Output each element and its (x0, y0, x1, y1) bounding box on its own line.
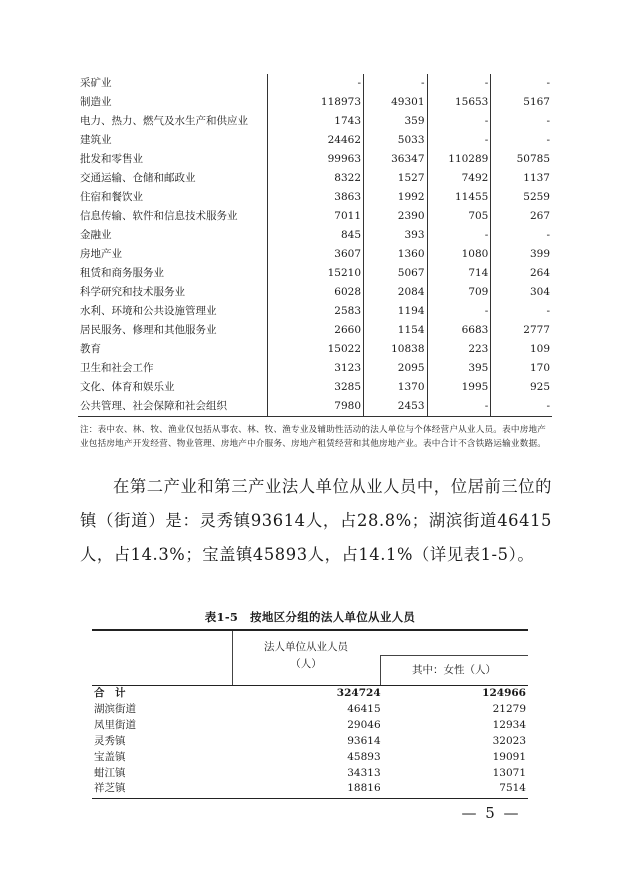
region-employees: 18816 (347, 782, 381, 795)
total-employees: 324724 (336, 687, 381, 699)
region-name: 灵秀镇 (94, 734, 126, 747)
region-female: 13071 (492, 766, 526, 779)
value-col3: 11455 (427, 188, 491, 207)
table-caption: 表1-5 按地区分组的法人单位从业人员 (204, 610, 416, 624)
table-row (78, 302, 552, 321)
table-row (78, 283, 552, 302)
value-col3: 395 (427, 359, 491, 378)
value-col3: - (427, 131, 491, 150)
value-col2: 5067 (364, 264, 428, 283)
value-col1: 3285 (267, 378, 363, 397)
value-col1: 3607 (267, 245, 363, 264)
table-row (78, 93, 552, 112)
value-col1: 3863 (267, 188, 363, 207)
value-col2: 1992 (364, 188, 428, 207)
value-col3: - (427, 74, 491, 93)
value-col1: 118973 (267, 93, 363, 112)
industry-name: 金融业 (78, 226, 267, 245)
total-label: 合 计 (94, 687, 126, 699)
value-col4: - (546, 134, 550, 146)
value-col1: 1743 (267, 112, 363, 131)
value-col4: 5167 (523, 96, 550, 108)
value-col4: - (546, 115, 550, 127)
value-col4: 399 (529, 248, 550, 260)
industry-name: 文化、体育和娱乐业 (78, 378, 267, 397)
value-col2: 1154 (364, 321, 428, 340)
value-col2: 1360 (364, 245, 428, 264)
table-row (78, 112, 552, 131)
value-col4: 5259 (523, 191, 550, 203)
industry-name: 制造业 (78, 93, 267, 112)
value-col3: 110289 (427, 150, 491, 169)
value-col2: 2453 (364, 397, 428, 417)
value-col1: 845 (267, 226, 363, 245)
value-col1: 7980 (267, 397, 363, 417)
value-col3: 709 (427, 283, 491, 302)
table-row (78, 169, 552, 188)
value-col3: 1995 (427, 378, 491, 397)
table-row (78, 397, 552, 417)
industry-name: 交通运输、仓储和邮政业 (78, 169, 267, 188)
region-female: 32023 (492, 734, 526, 747)
value-col3: - (427, 302, 491, 321)
value-col1: 2583 (267, 302, 363, 321)
value-col1: 15210 (267, 264, 363, 283)
table-row (78, 264, 552, 283)
industry-name: 电力、热力、燃气及水生产和供应业 (78, 112, 267, 131)
industry-name: 水利、环境和公共设施管理业 (78, 302, 267, 321)
table-row (78, 207, 552, 226)
column-header-employees-line1: 法人单位从业人员 (264, 641, 348, 653)
table-row (78, 226, 552, 245)
table-row (92, 766, 528, 782)
value-col2: 1370 (364, 378, 428, 397)
header-subrule (380, 655, 528, 656)
table-row (78, 188, 552, 207)
region-female: 12934 (492, 718, 526, 731)
industry-name: 住宿和餐饮业 (78, 188, 267, 207)
industry-table (78, 74, 552, 417)
column-header-employees-unit: （人） (290, 658, 322, 670)
value-col2: 393 (364, 226, 428, 245)
value-col2: 1527 (364, 169, 428, 188)
region-name: 湖滨街道 (94, 702, 136, 715)
total-female: 124966 (482, 687, 526, 699)
table-row (92, 718, 528, 734)
table-row (78, 131, 552, 150)
industry-name: 租赁和商务服务业 (78, 264, 267, 283)
region-employees: 34313 (347, 766, 381, 779)
value-col1: - (267, 74, 363, 93)
value-col3: - (427, 397, 491, 417)
value-col2: 359 (364, 112, 428, 131)
table-bottom-rule (92, 798, 528, 799)
value-col2: 1194 (364, 302, 428, 321)
table-row (78, 245, 552, 264)
value-col3: 15653 (427, 93, 491, 112)
value-col3: 714 (427, 264, 491, 283)
value-col2: 2390 (364, 207, 428, 226)
value-col3: 1080 (427, 245, 491, 264)
value-col4: 170 (529, 362, 550, 374)
industry-name: 采矿业 (78, 74, 267, 93)
table-row (78, 321, 552, 340)
table-row (92, 734, 528, 750)
value-col4: - (546, 305, 550, 317)
region-table (92, 686, 528, 797)
region-female: 7514 (499, 782, 526, 795)
value-col3: 223 (427, 340, 491, 359)
table-row (92, 702, 528, 718)
value-col4: 109 (529, 343, 550, 355)
value-col4: 304 (529, 286, 550, 298)
value-col2: 5033 (364, 131, 428, 150)
value-col2: 36347 (364, 150, 428, 169)
value-col4: 267 (529, 210, 550, 222)
column-header-employees (232, 639, 380, 673)
table-row (78, 359, 552, 378)
industry-name: 科学研究和技术服务业 (78, 283, 267, 302)
value-col2: 49301 (364, 93, 428, 112)
industry-name: 公共管理、社会保障和社会组织 (78, 397, 267, 417)
value-col1: 7011 (267, 207, 363, 226)
value-col2: 2095 (364, 359, 428, 378)
value-col2: 2084 (364, 283, 428, 302)
region-name: 宝盖镇 (94, 750, 126, 763)
table-top-rule (92, 629, 528, 631)
value-col4: 264 (529, 267, 550, 279)
table-row (92, 750, 528, 766)
table-row (78, 378, 552, 397)
region-female: 19091 (492, 750, 526, 763)
region-employees: 46415 (347, 702, 381, 715)
table-row (78, 74, 552, 93)
industry-name: 建筑业 (78, 131, 267, 150)
value-col3: - (427, 226, 491, 245)
industry-name: 居民服务、修理和其他服务业 (78, 321, 267, 340)
value-col1: 15022 (267, 340, 363, 359)
value-col3: 705 (427, 207, 491, 226)
value-col1: 8322 (267, 169, 363, 188)
region-name: 祥芝镇 (94, 782, 126, 795)
value-col1: 24462 (267, 131, 363, 150)
industry-name: 卫生和社会工作 (78, 359, 267, 378)
value-col4: 2777 (523, 324, 550, 336)
value-col4: - (546, 229, 550, 241)
region-name: 凤里街道 (94, 718, 136, 731)
region-female: 21279 (492, 702, 526, 715)
value-col2: 10838 (364, 340, 428, 359)
value-col4: 925 (529, 381, 550, 393)
value-col4: 1137 (523, 172, 550, 184)
table-footnote: 注：表中农、林、牧、渔业仅包括从事农、林、牧、渔专业及辅助性活动的法人单位与个体经营户从业人员。表中房地产业包括房地产开发经营、物业管理、房地产中介服务、房地产租赁经营和其他房地产业。表中合计不含铁路运输业数据。 (80, 425, 547, 449)
value-col3: - (427, 112, 491, 131)
region-employees: 93614 (347, 734, 381, 747)
region-employees: 45893 (347, 750, 381, 763)
region-name: 蚶江镇 (94, 766, 126, 779)
table-row (78, 150, 552, 169)
column-header-female: 其中：女性（人） (412, 664, 496, 676)
table-row (78, 340, 552, 359)
industry-name: 信息传输、软件和信息技术服务业 (78, 207, 267, 226)
value-col4: - (491, 397, 552, 417)
industry-name: 批发和零售业 (78, 150, 267, 169)
total-row (92, 686, 528, 702)
value-col4: - (546, 77, 550, 89)
body-paragraph: 在第二产业和第三产业法人单位从业人员中，位居前三位的镇（街道）是：灵秀镇93614人，占28.8%；湖滨街道46415人，占14.3%；宝盖镇45893人，占14.1%（详见表1-5）。 (80, 477, 552, 564)
value-col2: - (364, 74, 428, 93)
value-col1: 6028 (267, 283, 363, 302)
value-col1: 3123 (267, 359, 363, 378)
value-col3: 7492 (427, 169, 491, 188)
table-row (92, 781, 528, 797)
industry-name: 房地产业 (78, 245, 267, 264)
value-col4: 50785 (516, 153, 550, 165)
value-col1: 99963 (267, 150, 363, 169)
page-number: — 5 — (461, 804, 521, 822)
industry-name: 教育 (78, 340, 267, 359)
value-col3: 6683 (427, 321, 491, 340)
region-employees: 29046 (347, 718, 381, 731)
value-col1: 2660 (267, 321, 363, 340)
